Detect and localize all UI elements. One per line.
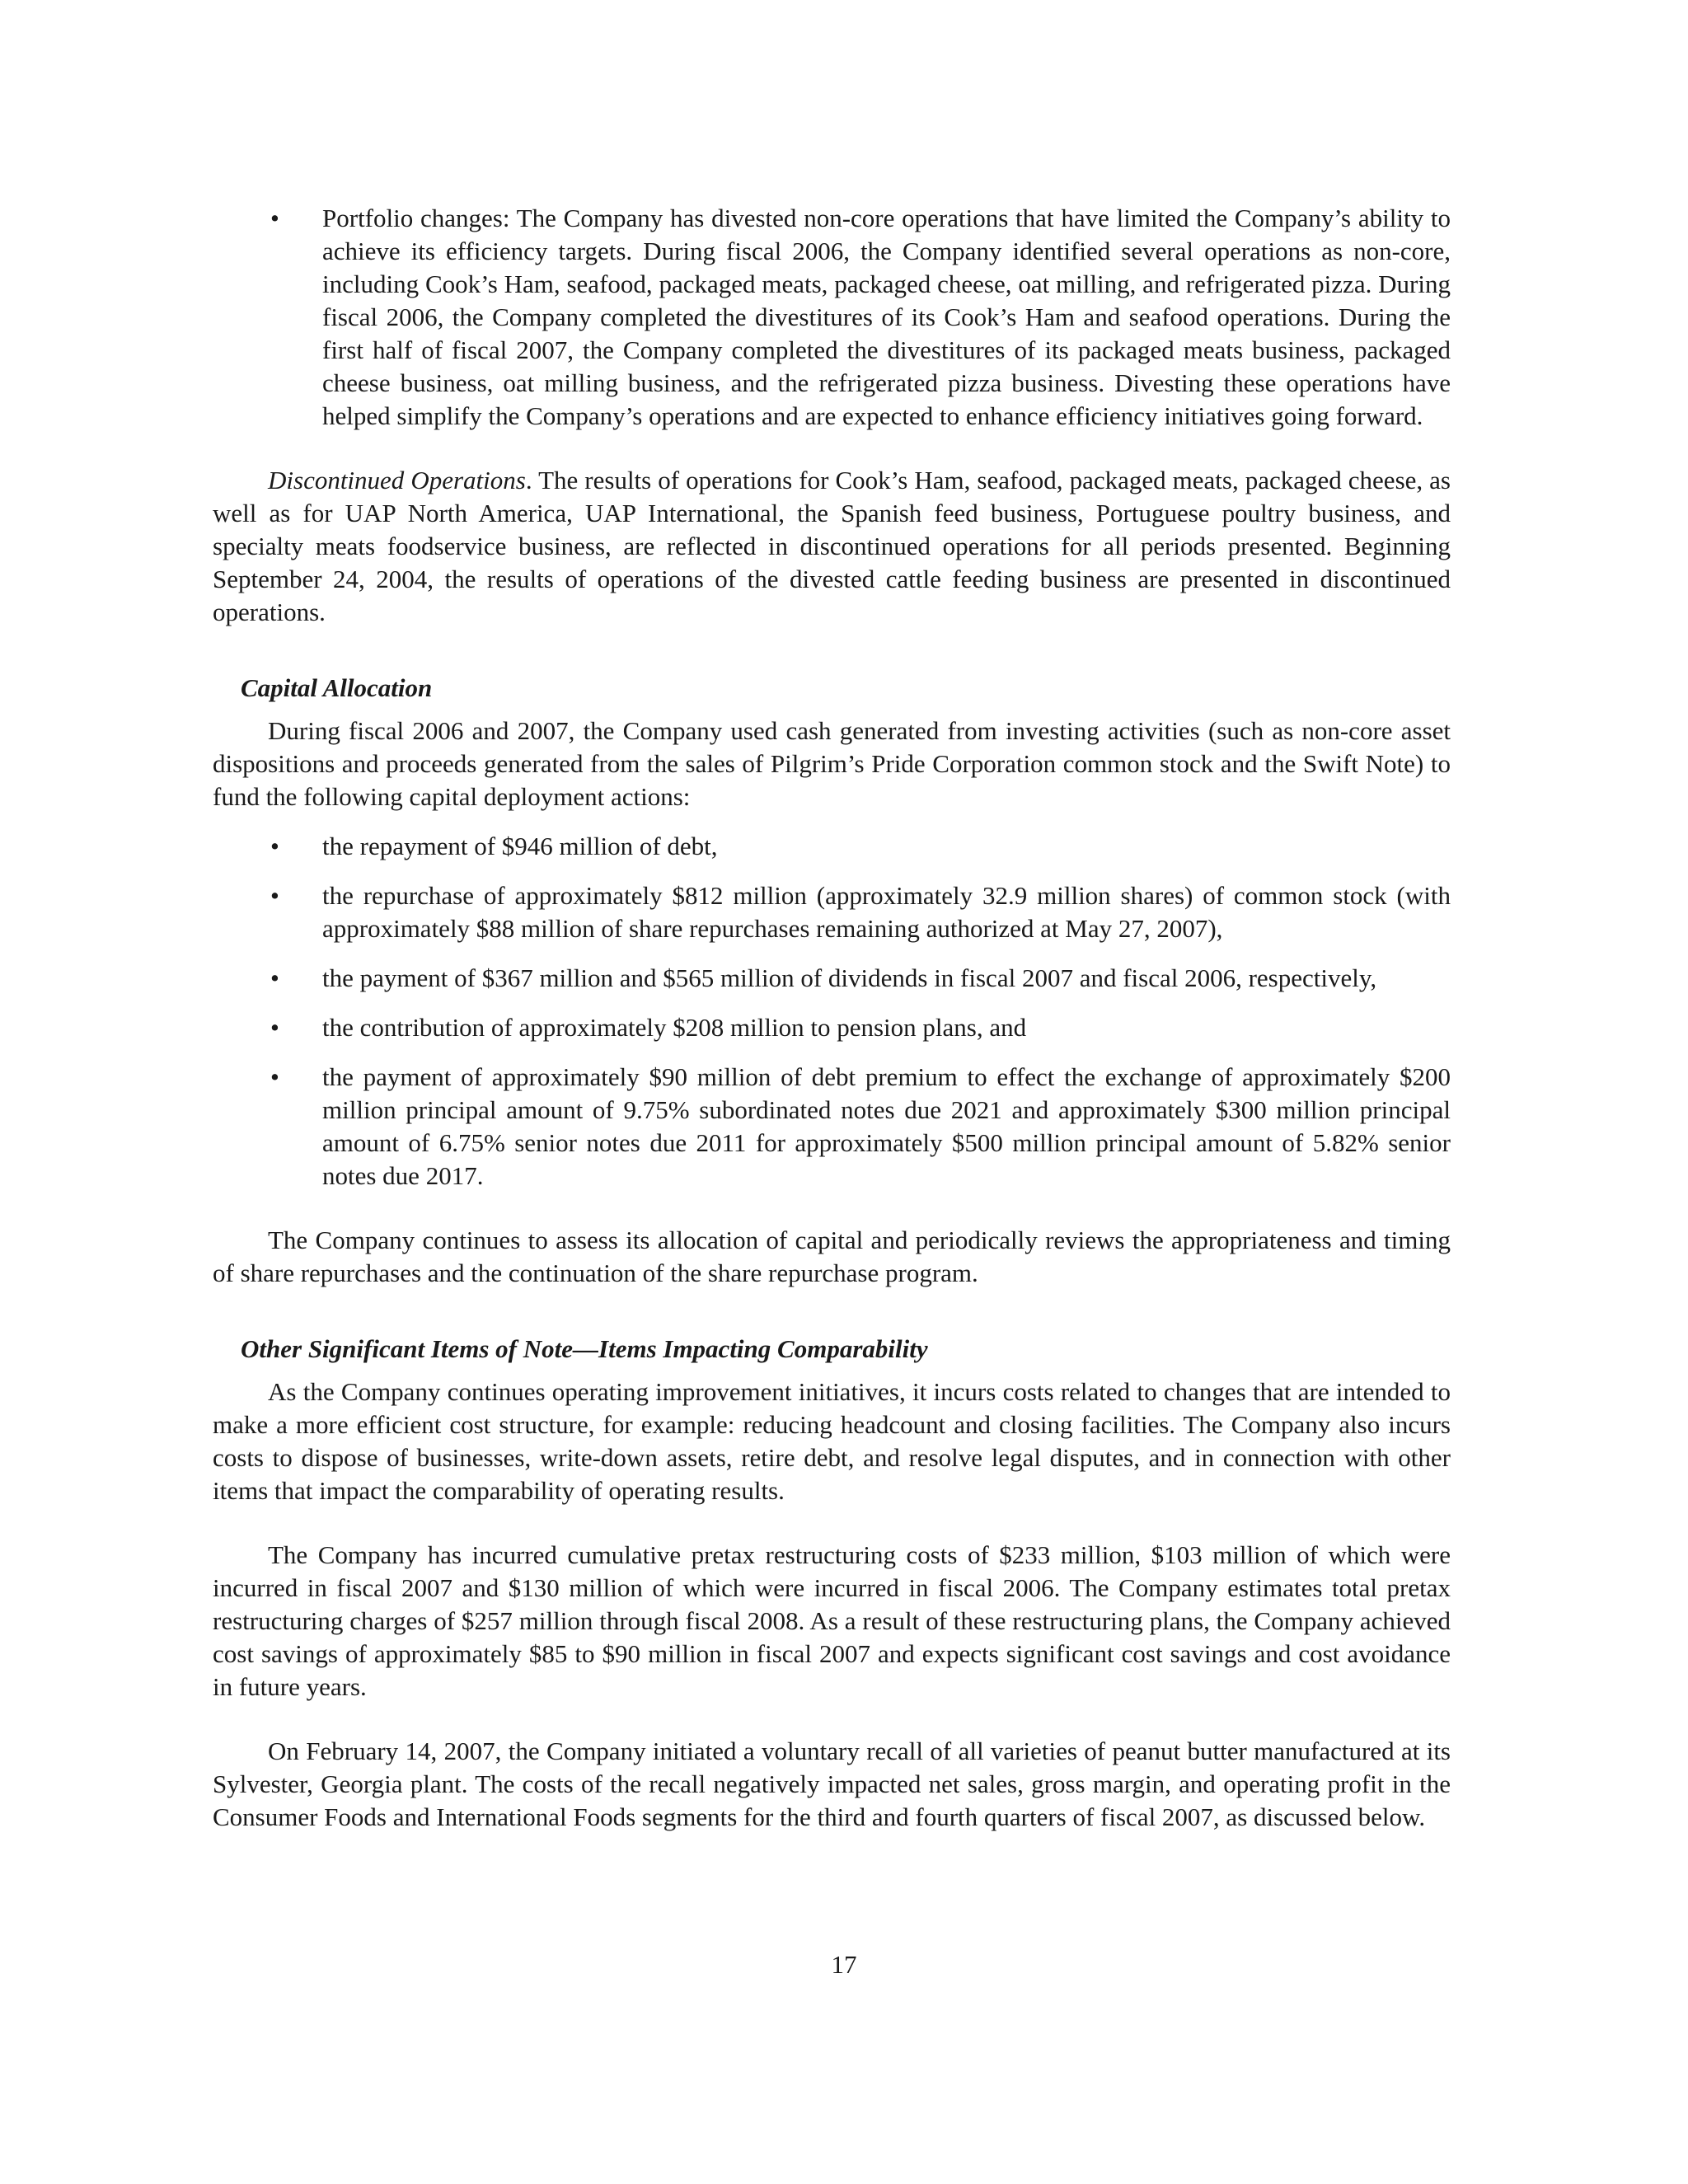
page-number: 17 — [831, 1950, 857, 1979]
bullet-marker: • — [270, 881, 279, 910]
bullet-marker: • — [270, 963, 279, 992]
capital-bullet-stock-repurchase — [213, 879, 1451, 945]
other-items-paragraph-restructuring: The Company has incurred cumulative pretax restructuring costs of $233 million, $103 million of which were incurred in fiscal 2007 and $130 million of which were incurred in fiscal 2006. The Company estimates total pretax restructuring charges of $257 million through fiscal 2008. As a result of these restructuring plans, the Company achieved cost savings of approximately $85 to $90 million in fiscal 2007 and expects significant cost savings and cost avoidance in future years. — [213, 1540, 1451, 1701]
bullet-marker: • — [270, 832, 279, 860]
bullet-marker: • — [270, 204, 279, 232]
bullet-portfolio-changes — [213, 202, 1451, 433]
bullet-marker: • — [270, 1013, 279, 1042]
other-items-paragraph-costs: As the Company continues operating improvement initiatives, it incurs costs related to changes that are intended to make a more efficient cost structure, for example: reducing headcount and closing facilities. The Company also incurs costs to dispose of businesses, write-down assets, retire debt, and resolve legal disputes, and in connection with other items that impact the comparability of operating results. — [213, 1377, 1451, 1505]
bullet-text: the repayment of $946 million of debt, — [322, 832, 718, 860]
other-items-paragraph-recall: On February 14, 2007, the Company initiated a voluntary recall of all varieties of peanut butter manufactured at its Sylvester, Georgia plant. The costs of the recall negatively impacted net sales, gross margin, and operating profit in the Consumer Foods and International Foods segments for the third and fourth quarters of fiscal 2007, as discussed below. — [213, 1736, 1451, 1831]
capital-bullet-pension — [213, 1011, 1451, 1044]
bullet-marker: • — [270, 1062, 279, 1091]
capital-allocation-heading: Capital Allocation — [241, 673, 433, 702]
bullet-text: the payment of approximately $90 million of debt premium to effect the exchange of approximately $200 million principal amount of 9.75% subordinated notes due 2021 and approximately $300 million principal amount of 6.75% senior notes due 2011 for approximately $500 million principal amount of 5.82% senior notes due 2017. — [322, 1062, 1451, 1190]
bullet-text: the contribution of approximately $208 million to pension plans, and — [322, 1013, 1027, 1042]
bullet-text: the repurchase of approximately $812 million (approximately 32.9 million shares) of common stock (with approximately $88 million of share repurchases remaining authorized at May 27, 2007), — [322, 881, 1451, 943]
other-items-heading: Other Significant Items of Note—Items Impacting Comparability — [241, 1334, 928, 1363]
capital-bullet-dividends — [213, 962, 1451, 995]
bullet-text: Portfolio changes: The Company has divested non-core operations that have limited the Company’s ability to achieve its efficiency targets. During fiscal 2006, the Company identified several operations as non-core, including Cook’s Ham, seafood, packaged meats, packaged cheese, oat milling, and refrigerated pizza. During fiscal 2006, the Company completed the divestitures of its Cook’s Ham and seafood operations. During the first half of fiscal 2007, the Company completed the divestitures of its packaged meats business, packaged cheese business, oat milling business, and the refrigerated pizza business. Divesting these operations have helped simplify the Company’s operations and are expected to enhance efficiency initiatives going forward. — [322, 204, 1451, 430]
capital-allocation-closing: The Company continues to assess its allocation of capital and periodically reviews the appropriateness and timing of share repurchases and the continuation of the share repurchase program. — [213, 1226, 1451, 1287]
capital-bullet-debt-premium — [213, 1061, 1451, 1193]
capital-allocation-intro: During fiscal 2006 and 2007, the Company used cash generated from investing activities (such as non-core asset dispositions and proceeds generated from the sales of Pilgrim’s Pride Corporation common stock and the Swift Note) to fund the following capital deployment actions: — [213, 716, 1451, 811]
discontinued-operations-text: . The results of operations for Cook’s Ham, seafood, packaged meats, packaged cheese, as well as for UAP North America, UAP International, the Spanish feed business, Portuguese poultry business, and specialty meats foodservice business, are reflected in discontinued operations for all periods presented. Beginning September 24, 2004, the results of operations of the divested cattle feeding business are presented in discontinued operations. — [213, 466, 1451, 626]
document-body — [213, 202, 1451, 1834]
capital-bullet-debt-repayment — [213, 830, 1451, 863]
bullet-text: the payment of $367 million and $565 million of dividends in fiscal 2007 and fiscal 2006, respectively, — [322, 963, 1377, 992]
discontinued-operations-lead: Discontinued Operations — [268, 466, 526, 494]
discontinued-operations-paragraph — [213, 464, 1451, 629]
